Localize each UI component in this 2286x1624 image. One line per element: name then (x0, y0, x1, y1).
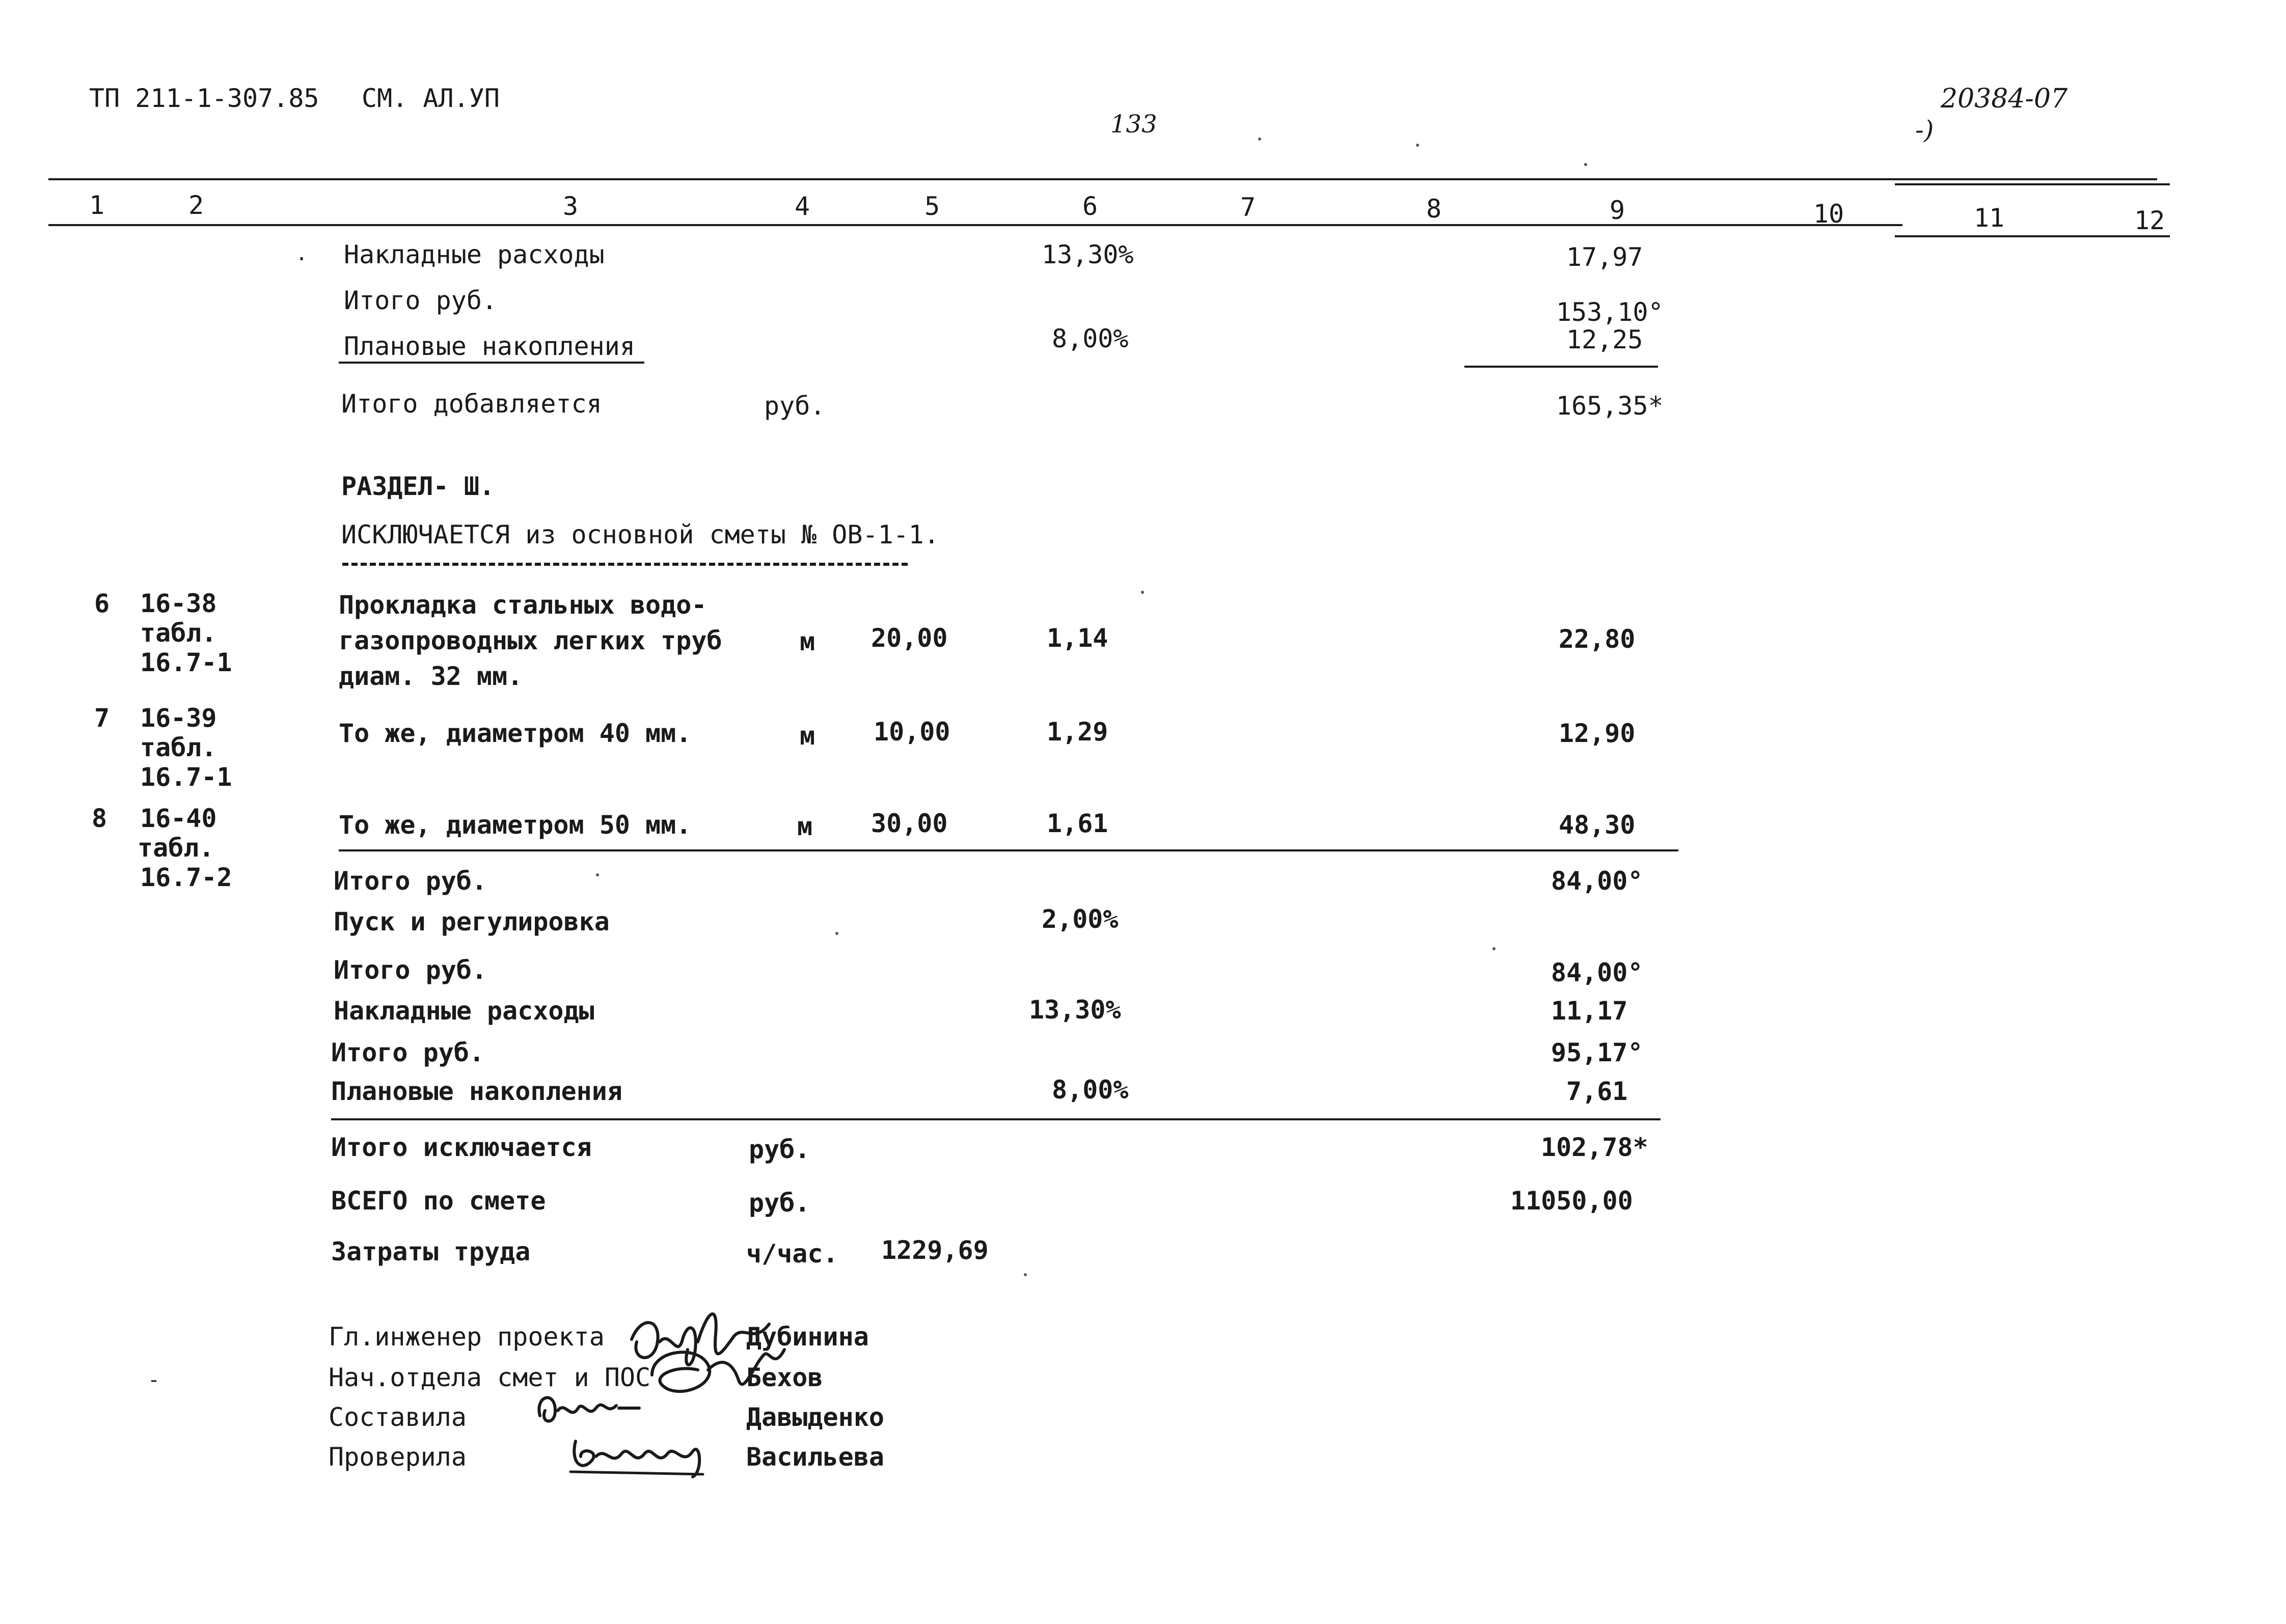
row-planned-value: 12,25 (1566, 325, 1643, 354)
row-b1-label: Итого руб. (334, 866, 487, 896)
total-estimate-label: ВСЕГО по смете (331, 1186, 546, 1216)
row-b6-label: Плановые накопления (331, 1077, 622, 1106)
sig-role-1: Гл.инженер проекта (329, 1322, 605, 1352)
signature-checker (560, 1426, 713, 1482)
item-6-unit: м (800, 627, 815, 656)
row-b4-value: 11,17 (1551, 996, 1628, 1026)
col-7: 7 (1240, 192, 1256, 222)
item-7-num: 7 (94, 703, 110, 733)
item-7-total: 12,90 (1559, 719, 1636, 748)
col-5: 5 (924, 191, 940, 221)
row-subtotal-label: Итого руб. (344, 286, 498, 315)
speck (1492, 947, 1495, 950)
col-6: 6 (1082, 191, 1098, 221)
totals-top-rule (331, 1118, 1661, 1120)
header-top-rule-right (1895, 183, 2170, 185)
item-6-code-3: 16.7-1 (140, 648, 232, 677)
total-estimate-unit: руб. (749, 1188, 810, 1218)
speck (596, 873, 599, 876)
row-overhead-value: 17,97 (1566, 242, 1643, 272)
handwritten-mark: -) (1915, 115, 1934, 145)
speck (1258, 137, 1261, 141)
row-b2-label: Пуск и регулировка (334, 907, 610, 937)
col-12: 12 (2134, 206, 2165, 235)
sig-name-1: Дубинина (746, 1322, 869, 1352)
speck (1141, 591, 1144, 594)
item-7-desc-1: То же, диаметром 40 мм. (339, 719, 692, 748)
col-3: 3 (563, 191, 579, 221)
row-overhead-label: Накладные расходы (344, 240, 605, 269)
item-7-code-1: 16-39 (140, 703, 217, 733)
row-b3-value: 84,00° (1551, 958, 1643, 987)
section-subtitle: ИСКЛЮЧАЕТСЯ из основной сметы № ОВ-1-1. (341, 520, 939, 549)
section-title: РАЗДЕЛ- Ш. (341, 472, 495, 501)
speck (1584, 163, 1587, 166)
col-8: 8 (1426, 194, 1442, 224)
section-dashed-underline (342, 563, 908, 566)
item-6-desc-1: Прокладка стальных водо- (339, 590, 707, 620)
signature-compiler (530, 1385, 652, 1431)
item-7-price: 1,29 (1047, 717, 1108, 747)
item-7-unit: м (800, 721, 815, 751)
item-6-desc-2: газопроводных легких труб (339, 626, 722, 655)
row-planned-rate: 8,00% (1052, 324, 1129, 353)
speck (1024, 1273, 1027, 1276)
items-bottom-rule (339, 849, 1678, 851)
col-1: 1 (89, 190, 105, 220)
row-b3-label: Итого руб. (334, 955, 487, 985)
speck (1416, 144, 1419, 147)
row-added-value: 165,35* (1556, 391, 1664, 421)
row-planned-label: Плановые накопления (344, 332, 635, 361)
header-bottom-rule-right (1895, 235, 2170, 237)
row-b5-value: 95,17° (1551, 1038, 1643, 1067)
item-6-num: 6 (94, 589, 110, 618)
labor-unit: ч/час. (746, 1239, 838, 1269)
row-overhead-rate: 13,30% (1042, 240, 1134, 269)
row-added-unit: руб. (764, 391, 826, 421)
row-b6-value: 7,61 (1566, 1077, 1628, 1106)
item-7-qty: 10,00 (874, 717, 950, 747)
row-added-label: Итого добавляется (341, 389, 602, 419)
page-number: 133 (1110, 110, 1157, 139)
item-8-qty: 30,00 (871, 809, 948, 838)
rule-left-1 (339, 362, 644, 364)
sig-role-3: Составила (329, 1402, 467, 1432)
item-6-code-2: табл. (140, 618, 217, 648)
row-b1-value: 84,00° (1551, 866, 1643, 896)
sig-role-2: Нач.отдела смет и ПОС (329, 1363, 651, 1392)
row-b2-rate: 2,00% (1042, 904, 1119, 934)
signature-dept-head (632, 1334, 795, 1416)
col-10: 10 (1813, 199, 1844, 229)
item-8-unit: м (797, 812, 813, 841)
archive-number: 20384-07 (1941, 84, 2068, 114)
labor-label: Затраты труда (331, 1237, 531, 1267)
labor-value: 1229,69 (881, 1235, 989, 1265)
item-8-num: 8 (92, 804, 107, 833)
item-8-total: 48,30 (1559, 810, 1636, 840)
speck (835, 932, 838, 935)
album-ref: СМ. АЛ.УП (362, 84, 500, 113)
item-8-price: 1,61 (1047, 809, 1108, 838)
margin-dash: - (148, 1368, 160, 1392)
item-6-desc-3: диам. 32 мм. (339, 662, 523, 691)
total-excluded-unit: руб. (749, 1135, 810, 1164)
col-9: 9 (1610, 196, 1625, 225)
item-6-price: 1,14 (1047, 623, 1108, 653)
item-6-total: 22,80 (1559, 624, 1636, 654)
sig-name-3: Давыденко (746, 1402, 884, 1432)
item-8-code-1: 16-40 (140, 804, 217, 833)
sig-role-4: Проверила (329, 1442, 467, 1472)
sig-name-4: Васильева (746, 1442, 884, 1472)
sig-name-2: Бехов (746, 1363, 823, 1392)
row-b4-label: Накладные расходы (334, 996, 594, 1026)
col-11: 11 (1974, 203, 2005, 233)
total-excluded-value: 102,78* (1541, 1133, 1648, 1162)
row-subtotal-value: 153,10° (1556, 297, 1664, 327)
header-top-rule (48, 178, 2157, 180)
total-estimate-value: 11050,00 (1510, 1186, 1633, 1216)
total-excluded-label: Итого исключается (331, 1133, 592, 1162)
item-6-qty: 20,00 (871, 623, 948, 653)
col-4: 4 (795, 191, 810, 221)
item-6-code-1: 16-38 (140, 589, 217, 618)
item-7-code-2: табл. (140, 733, 217, 762)
bullet-dot: . (295, 242, 308, 265)
row-b6-rate: 8,00% (1052, 1075, 1129, 1105)
item-8-code-2: табл. (138, 833, 214, 863)
rule-right-1 (1464, 366, 1658, 368)
item-8-desc-1: То же, диаметром 50 мм. (339, 810, 692, 840)
col-2: 2 (188, 190, 204, 220)
item-7-code-3: 16.7-1 (140, 762, 232, 792)
row-b5-label: Итого руб. (331, 1038, 485, 1067)
item-8-code-3: 16.7-2 (140, 863, 232, 892)
row-b4-rate: 13,30% (1029, 995, 1121, 1025)
doc-code: ТП 211-1-307.85 (89, 84, 319, 113)
